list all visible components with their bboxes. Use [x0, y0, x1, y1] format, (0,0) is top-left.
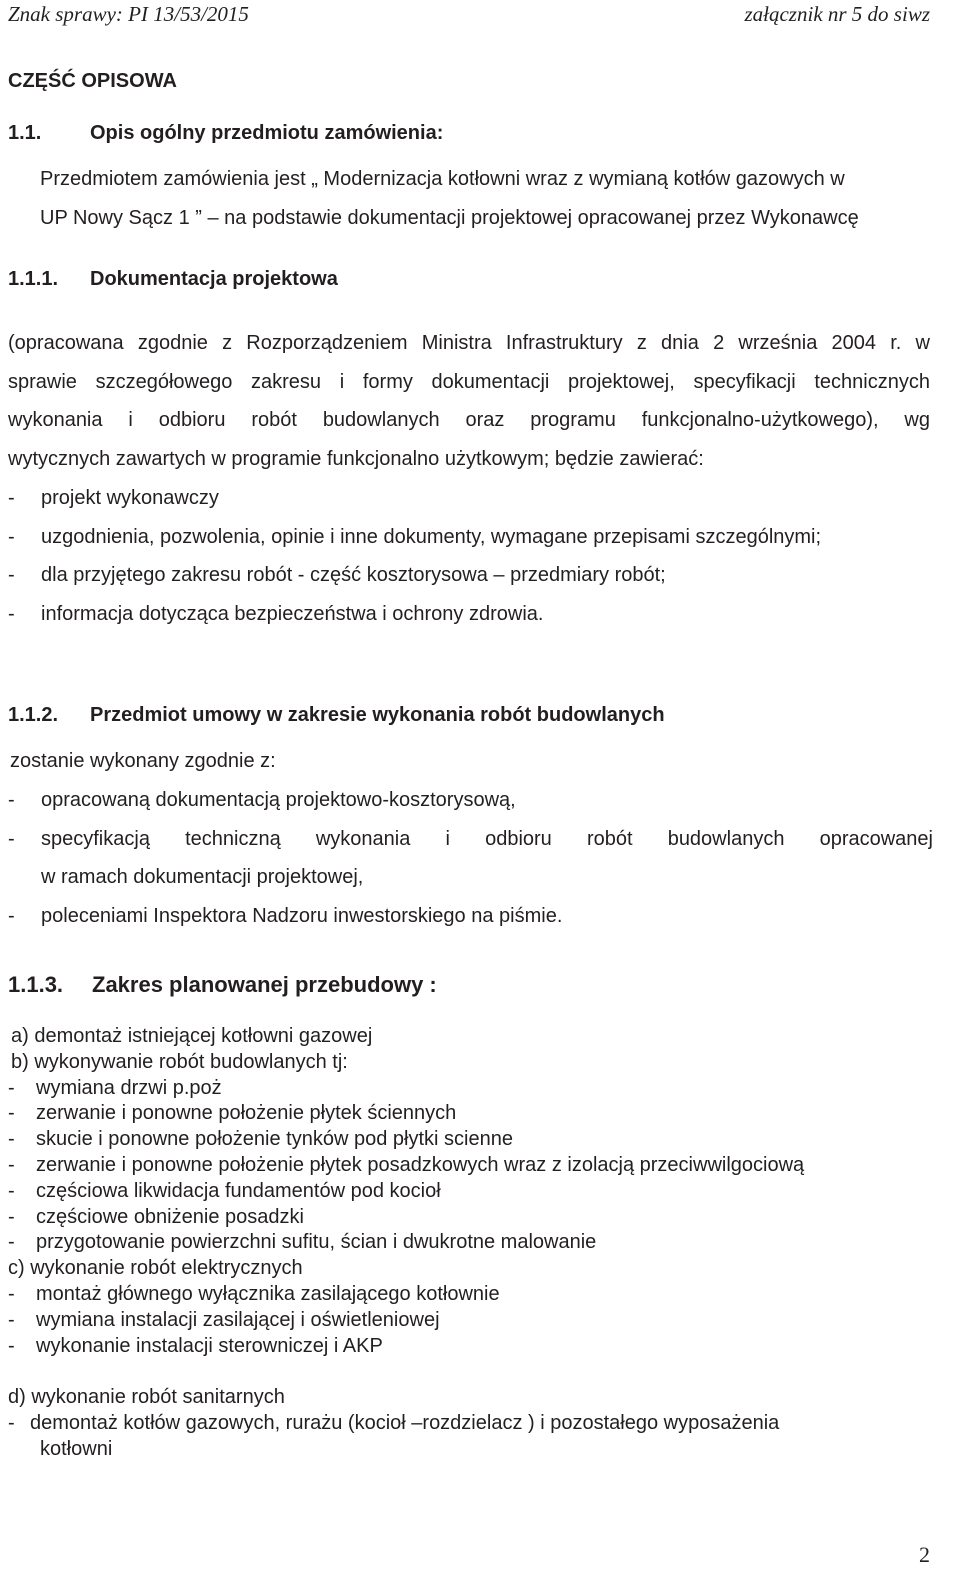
- paragraph-line: wytycznych zawartych w programie funkcjonalno użytkowym; będzie zawierać:: [8, 447, 704, 470]
- section-1-1-text-line-1: Przedmiotem zamówienia jest „ Modernizacja kotłowni wraz z wymianą kotłów gazowych w: [40, 168, 845, 190]
- list-dash: -: [8, 1205, 15, 1228]
- list-item-text: przygotowanie powierzchni sufitu, ścian i dwukrotne malowanie: [36, 1231, 597, 1254]
- section-1-1-2-number: 1.1.2.: [8, 704, 59, 726]
- list-item-text: wymiana drzwi p.poż: [36, 1076, 222, 1099]
- list-item-text: zerwanie i ponowne położenie płytek posadzkowych wraz z izolacją przeciwwilgociową: [36, 1153, 805, 1176]
- part-title: CZĘŚĆ OPISOWA: [8, 70, 177, 92]
- list-item: [8, 820, 933, 859]
- list-item-continuation: [8, 858, 933, 897]
- section-1-1-2-intro: zostanie wykonany zgodnie z:: [10, 750, 276, 772]
- list-item-text: w ramach dokumentacji projektowej,: [41, 866, 364, 888]
- list-dash: -: [8, 904, 15, 927]
- list-heading-text: b) wykonywanie robót budowlanych tj:: [11, 1050, 348, 1073]
- list-dash: -: [8, 827, 15, 850]
- list-item: [8, 479, 933, 518]
- section-1-1-2-title: Przedmiot umowy w zakresie wykonania robót budowlanych: [90, 704, 665, 726]
- section-1-1-title: Opis ogólny przedmiotu zamówienia:: [90, 122, 444, 144]
- list-item-text: dla przyjętego zakresu robót - część kosztorysowa – przedmiary robót;: [41, 564, 666, 586]
- list-item: [8, 556, 933, 595]
- list-heading-text: d) wykonanie robót sanitarnych: [8, 1386, 285, 1409]
- section-1-1-1-list: [8, 479, 933, 633]
- list-item-text: projekt wykonawczy: [41, 487, 219, 509]
- list-item-text: wymiana instalacji zasilającej i oświetleniowej: [36, 1308, 440, 1331]
- list-item: [8, 595, 933, 634]
- list-dash: -: [8, 564, 15, 586]
- list-item-text: zerwanie i ponowne położenie płytek ściennych: [36, 1102, 457, 1125]
- list-dash: -: [8, 1282, 15, 1305]
- list-item-text: wykonanie instalacji sterowniczej i AKP: [36, 1334, 383, 1357]
- list-item-text: informacja dotycząca bezpieczeństwa i ochrony zdrowia.: [41, 602, 544, 625]
- list-item-text: poleceniami Inspektora Nadzoru inwestorskiego na piśmie.: [41, 904, 563, 927]
- list-dash: -: [8, 1102, 15, 1125]
- section-1-1-1-title: Dokumentacja projektowa: [90, 268, 338, 290]
- list-dash: -: [8, 602, 15, 625]
- list-dash: -: [8, 1179, 15, 1202]
- list-item-text: częściowe obniżenie posadzki: [36, 1205, 304, 1228]
- section-1-1-text-line-2: UP Nowy Sącz 1 ” – na podstawie dokumentacji projektowej opracowanej przez Wykonawcę: [40, 207, 859, 229]
- section-1-1-number: 1.1.: [8, 122, 42, 144]
- list-item-text: kotłowni: [40, 1437, 113, 1460]
- list-dash: -: [8, 1076, 15, 1099]
- attachment-label: załącznik nr 5 do siwz: [744, 2, 930, 26]
- paragraph-line: sprawie szczegółowego zakresu i formy dokumentacji projektowej, specyfikacji technicznych: [8, 370, 930, 393]
- list-heading-text: a) demontaż istniejącej kotłowni gazowej: [11, 1025, 373, 1047]
- page-number: 2: [919, 1542, 930, 1567]
- list-item-text: częściowa likwidacja fundamentów pod kocioł: [36, 1179, 441, 1202]
- paragraph-line: wykonania i odbioru robót budowlanych oraz programu funkcjonalno-użytkowego), wg: [8, 409, 930, 431]
- list-item: [8, 897, 933, 936]
- list-dash: -: [8, 1128, 15, 1151]
- list-dash: -: [8, 1153, 15, 1176]
- list-dash: -: [8, 1412, 15, 1435]
- paragraph-line: (opracowana zgodnie z Rozporządzeniem Ministra Infrastruktury z dnia 2 września 2004 r. w: [8, 332, 930, 354]
- list-item-text: specyfikacją techniczną wykonania i odbioru robót budowlanych opracowanej: [41, 827, 933, 850]
- list-item-text: skucie i ponowne położenie tynków pod płytki scienne: [36, 1128, 513, 1151]
- list-dash: -: [8, 525, 15, 548]
- list-dash: -: [8, 1231, 15, 1254]
- section-1-1-2-list: [8, 781, 933, 935]
- list-dash: -: [8, 1334, 15, 1357]
- list-dash: -: [8, 1308, 15, 1331]
- section-1-1-1-paragraph: [8, 324, 930, 478]
- list-item-text: montaż głównego wyłącznika zasilającego kotłownie: [36, 1282, 500, 1305]
- list-dash: -: [8, 487, 15, 509]
- list-item: [8, 781, 933, 820]
- list-item: [8, 518, 933, 557]
- list-heading-text: c) wykonanie robót elektrycznych: [8, 1257, 303, 1280]
- section-1-1-3-number: 1.1.3.: [8, 972, 64, 997]
- section-1-1-3-title: Zakres planowanej przebudowy :: [92, 972, 437, 997]
- section-1-1-1-number: 1.1.1.: [8, 268, 59, 290]
- case-reference: Znak sprawy: PI 13/53/2015: [8, 2, 249, 26]
- list-item-text: uzgodnienia, pozwolenia, opinie i inne dokumenty, wymagane przepisami szczególnymi;: [41, 525, 822, 548]
- list-dash: -: [8, 789, 15, 811]
- list-item-text: demontaż kotłów gazowych, rurażu (kocioł –rozdzielacz ) i pozostałego wyposażenia: [30, 1412, 780, 1435]
- list-item-text: opracowaną dokumentacją projektowo-kosztorysową,: [41, 789, 516, 811]
